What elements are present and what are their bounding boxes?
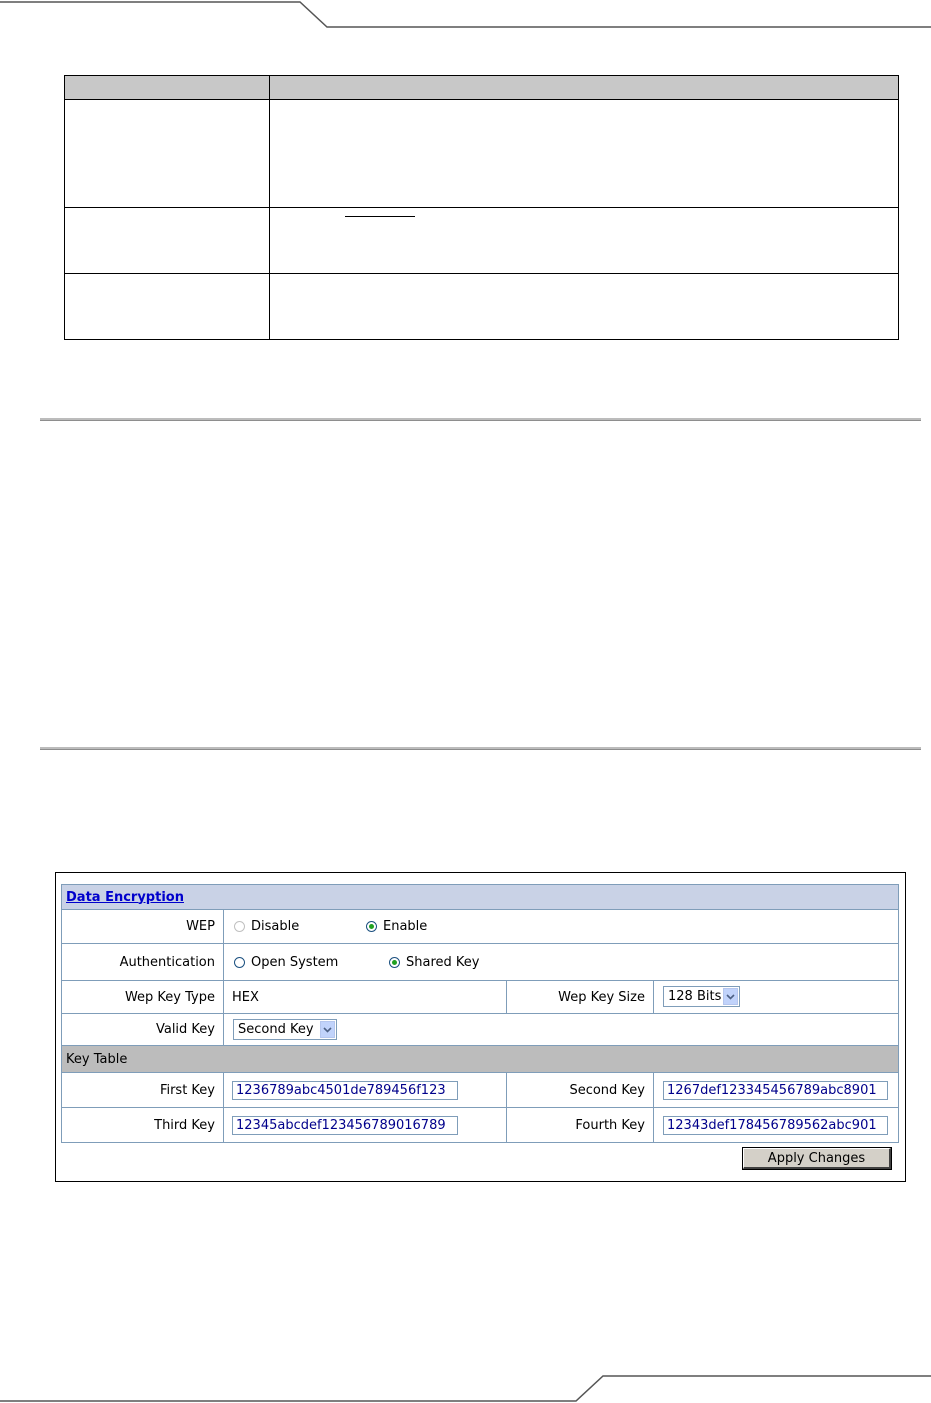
wep-key-type-label: Wep Key Type: [124, 989, 215, 1005]
shared-key-option[interactable]: [389, 944, 479, 980]
fourth-key-label: Fourth Key: [575, 1117, 645, 1133]
wep-key-size-label: Wep Key Size: [558, 989, 645, 1005]
second-key-input[interactable]: 1267def123345456789abc8901: [663, 1081, 888, 1100]
wep-row: [62, 910, 898, 944]
shared-key-label: Shared Key: [406, 954, 480, 970]
authentication-row: [62, 944, 898, 981]
data-encryption-form: [61, 884, 899, 1143]
wep-key-size-select[interactable]: [663, 986, 740, 1007]
key-table-title: Key Table: [66, 1051, 128, 1067]
wep-enable-radio[interactable]: [366, 921, 377, 932]
wep-enable-label: Enable: [383, 919, 428, 934]
key-row-2: [62, 1108, 898, 1142]
shared-key-radio[interactable]: [389, 957, 400, 968]
data-encryption-link[interactable]: Data Encryption: [66, 889, 184, 905]
authentication-label: Authentication: [119, 954, 215, 970]
open-system-label: Open System: [251, 954, 339, 970]
wep-label: WEP: [186, 919, 215, 934]
document-table-row-divider: [65, 273, 898, 274]
third-key-label: Third Key: [154, 1117, 215, 1133]
wep-key-row: [62, 981, 898, 1014]
valid-key-value: Second Key: [238, 1022, 314, 1037]
second-key-label: Second Key: [569, 1082, 645, 1098]
apply-changes-button[interactable]: Apply Changes: [743, 1148, 891, 1169]
first-key-input[interactable]: 1236789abc4501de789456f123: [232, 1081, 458, 1100]
valid-key-label: Valid Key: [155, 1022, 215, 1037]
wep-enable-option[interactable]: [366, 910, 427, 943]
document-table-row-divider: [65, 207, 898, 208]
wep-key-size-value: 128 Bits: [668, 989, 722, 1004]
section-separator: [40, 747, 921, 750]
chevron-down-icon[interactable]: [723, 988, 738, 1005]
valid-key-select[interactable]: [233, 1019, 337, 1040]
document-underline: [345, 216, 415, 217]
document-table-header: [65, 76, 898, 100]
wep-disable-option[interactable]: [234, 910, 299, 943]
wep-disable-radio[interactable]: [234, 921, 245, 932]
section-separator: [40, 418, 921, 421]
panel-header: [62, 885, 898, 910]
open-system-radio[interactable]: [234, 957, 245, 968]
third-key-input[interactable]: 12345abcdef123456789016789: [232, 1116, 458, 1135]
fourth-key-input[interactable]: 12343def178456789562abc901: [663, 1116, 888, 1135]
valid-key-row: [62, 1014, 898, 1046]
first-key-label: First Key: [159, 1082, 215, 1098]
open-system-option[interactable]: [234, 944, 338, 980]
wep-disable-label: Disable: [251, 919, 300, 934]
key-row-1: [62, 1073, 898, 1108]
key-table-header: [62, 1046, 898, 1073]
chevron-down-icon[interactable]: [320, 1021, 335, 1038]
data-encryption-panel: [55, 872, 906, 1182]
wep-key-type-value: HEX: [232, 989, 259, 1005]
document-table: [64, 75, 899, 340]
